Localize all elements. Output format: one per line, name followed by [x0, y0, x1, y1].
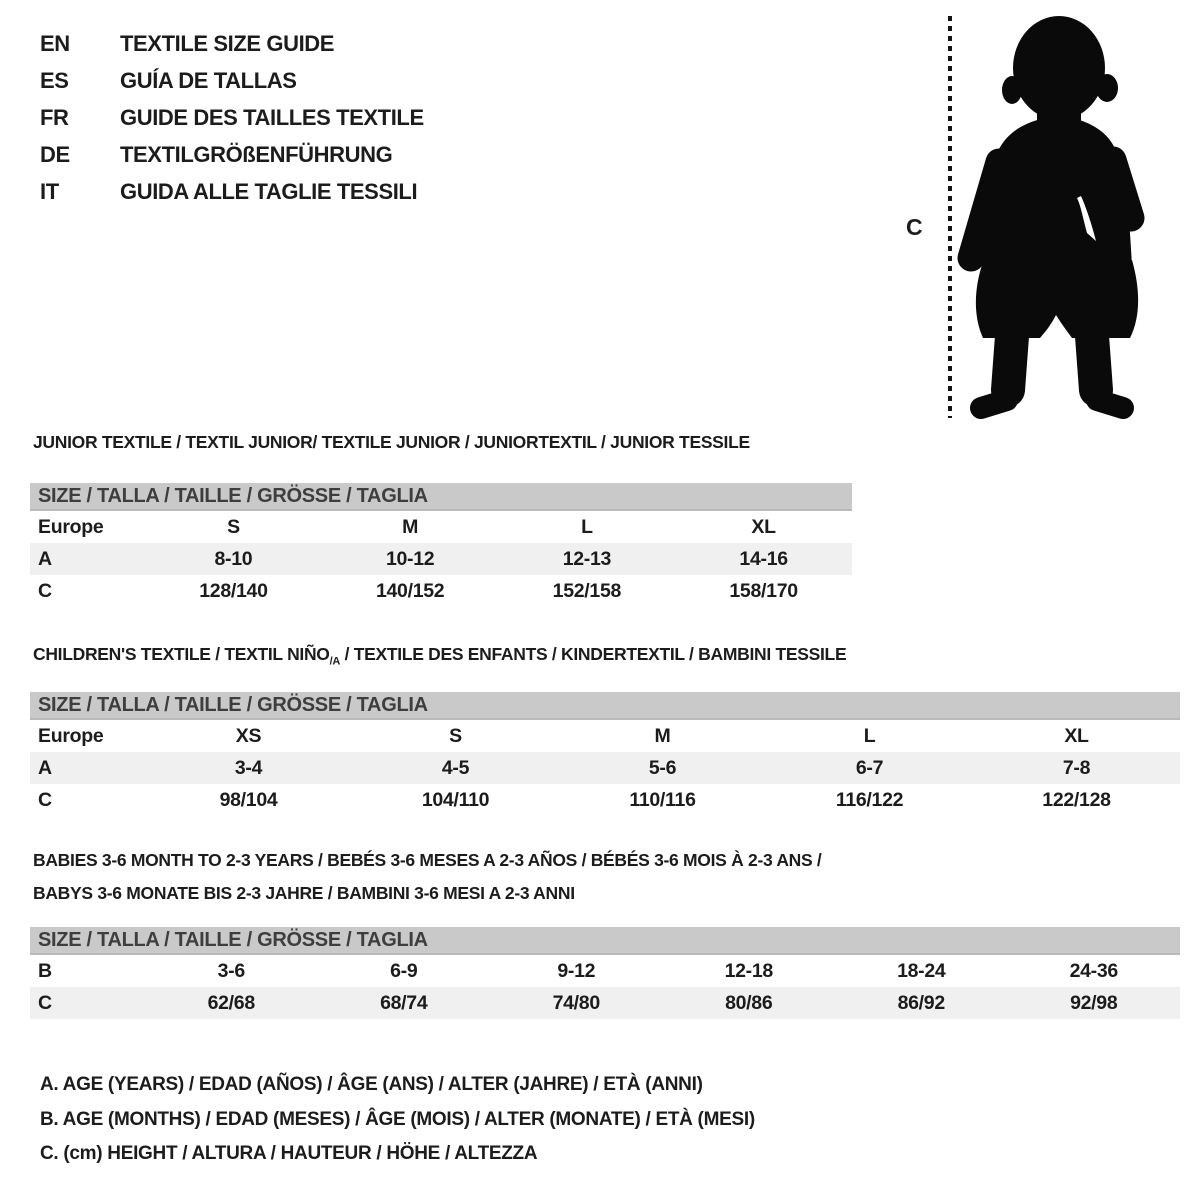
lang-row-de — [40, 136, 424, 173]
height-cell: 68/74 — [380, 991, 428, 1014]
age-cell: 5-6 — [648, 756, 677, 779]
height-cell: 110/116 — [629, 788, 696, 811]
age-cell: 7-8 — [1062, 756, 1091, 779]
row-label: Europe — [38, 515, 104, 538]
row-label: A — [38, 756, 52, 779]
months-cell: 24-36 — [1069, 959, 1118, 982]
size-cell: S — [449, 724, 462, 747]
row-label: Europe — [38, 724, 104, 747]
guide-title-en: TEXTILE SIZE GUIDE — [120, 31, 335, 57]
babies-row-height — [30, 987, 1180, 1019]
junior-size-table — [30, 483, 852, 607]
size-cell: M — [654, 724, 671, 747]
months-cell: 18-24 — [897, 959, 946, 982]
age-cell: 8-10 — [214, 547, 253, 570]
junior-row-age — [30, 543, 852, 575]
size-cell: XS — [235, 724, 262, 747]
size-cell: M — [402, 515, 419, 538]
height-cell: 86/92 — [897, 991, 945, 1014]
size-cell: L — [863, 724, 876, 747]
size-cell: XL — [751, 515, 776, 538]
babies-size-table — [30, 927, 1180, 1019]
lang-code: ES — [40, 68, 69, 94]
size-header-label: SIZE / TALLA / TAILLE / GRÖSSE / TAGLIA — [38, 928, 428, 951]
row-label: C — [38, 991, 52, 1014]
height-cell: 80/86 — [725, 991, 773, 1014]
children-section-title — [33, 644, 846, 668]
row-label: B — [38, 959, 52, 982]
months-cell: 3-6 — [217, 959, 245, 982]
size-cell: L — [581, 515, 593, 538]
lang-code: FR — [40, 104, 69, 130]
guide-title-it: GUIDA ALLE TAGLIE TESSILI — [120, 178, 418, 204]
toddler-silhouette-icon — [955, 10, 1145, 422]
children-row-age — [30, 752, 1180, 784]
babies-row-months — [30, 955, 1180, 987]
lang-code: DE — [40, 141, 70, 167]
lang-code: IT — [40, 178, 59, 204]
size-header-label: SIZE / TALLA / TAILLE / GRÖSSE / TAGLIA — [38, 484, 428, 507]
children-title-post: / TEXTILE DES ENFANTS / KINDERTEXTIL / BAMBINI TESSILE — [340, 644, 847, 664]
junior-row-height — [30, 575, 852, 607]
height-cell: 116/122 — [835, 788, 904, 811]
children-title-pre: CHILDREN'S TEXTILE / TEXTIL NIÑO — [33, 644, 330, 664]
row-label: C — [38, 788, 52, 811]
size-cell: XL — [1064, 724, 1089, 747]
height-cell: 104/110 — [421, 788, 490, 811]
babies-section-title-line2: BABYS 3-6 MONATE BIS 2-3 JAHRE / BAMBINI 3-6 MESI A 2-3 ANNI — [33, 883, 575, 903]
footnote-age-years: A. AGE (YEARS) / EDAD (AÑOS) / ÂGE (ANS) / ALTER (JAHRE) / ETÀ (ANNI) — [40, 1074, 703, 1096]
footnote-height-cm: C. (cm) HEIGHT / ALTURA / HAUTEUR / HÖHE / ALTEZZA — [40, 1143, 538, 1165]
footnote-age-months: B. AGE (MONTHS) / EDAD (MESES) / ÂGE (MOIS) / ALTER (MONATE) / ETÀ (MESI) — [40, 1108, 755, 1130]
height-cell: 98/104 — [219, 788, 278, 811]
guide-title-de: TEXTILGRÖßENFÜHRUNG — [120, 141, 393, 167]
junior-section-title: JUNIOR TEXTILE / TEXTIL JUNIOR/ TEXTILE JUNIOR / JUNIORTEXTIL / JUNIOR TESSILE — [33, 432, 750, 452]
height-measure-label: C — [906, 214, 923, 240]
junior-row-europe — [30, 511, 852, 543]
height-cell: 92/98 — [1070, 991, 1118, 1014]
size-cell: S — [227, 515, 240, 538]
lang-row-it — [40, 173, 424, 210]
months-cell: 6-9 — [390, 959, 418, 982]
height-cell: 152/158 — [552, 579, 622, 602]
age-cell: 12-13 — [562, 547, 612, 570]
height-measure-dashed-line — [948, 16, 952, 418]
children-row-height — [30, 784, 1180, 816]
guide-title-es: GUÍA DE TALLAS — [120, 68, 297, 94]
age-cell: 14-16 — [739, 547, 788, 570]
lang-row-fr — [40, 100, 424, 137]
lang-row-es — [40, 63, 424, 100]
age-cell: 4-5 — [441, 756, 470, 779]
babies-section-title-line1: BABIES 3-6 MONTH TO 2-3 YEARS / BEBÉS 3-6 MESES A 2-3 AÑOS / BÉBÉS 3-6 MOIS À 2-3 ANS / — [33, 850, 822, 870]
age-cell: 6-7 — [855, 756, 884, 779]
babies-size-header-band — [30, 927, 1180, 955]
lang-code: EN — [40, 31, 70, 57]
children-size-header-band — [30, 692, 1180, 720]
height-cell: 74/80 — [552, 991, 600, 1014]
height-cell: 122/128 — [1042, 788, 1111, 811]
row-label: C — [38, 579, 52, 602]
junior-size-header-band — [30, 483, 852, 511]
row-label: A — [38, 547, 52, 570]
height-cell: 62/68 — [207, 991, 255, 1014]
months-cell: 12-18 — [724, 959, 773, 982]
children-title-sub: /A — [329, 655, 341, 668]
lang-row-en — [40, 26, 424, 63]
height-cell: 140/152 — [375, 579, 445, 602]
height-cell: 158/170 — [729, 579, 798, 602]
size-header-label: SIZE / TALLA / TAILLE / GRÖSSE / TAGLIA — [38, 693, 428, 716]
children-size-table — [30, 692, 1180, 816]
months-cell: 9-12 — [557, 959, 596, 982]
footnotes-block — [40, 1068, 755, 1172]
height-cell: 128/140 — [199, 579, 268, 602]
age-cell: 3-4 — [234, 756, 263, 779]
guide-title-fr: GUIDE DES TAILLES TEXTILE — [120, 104, 424, 130]
language-title-block — [40, 26, 424, 210]
children-row-europe — [30, 720, 1180, 752]
age-cell: 10-12 — [385, 547, 435, 570]
